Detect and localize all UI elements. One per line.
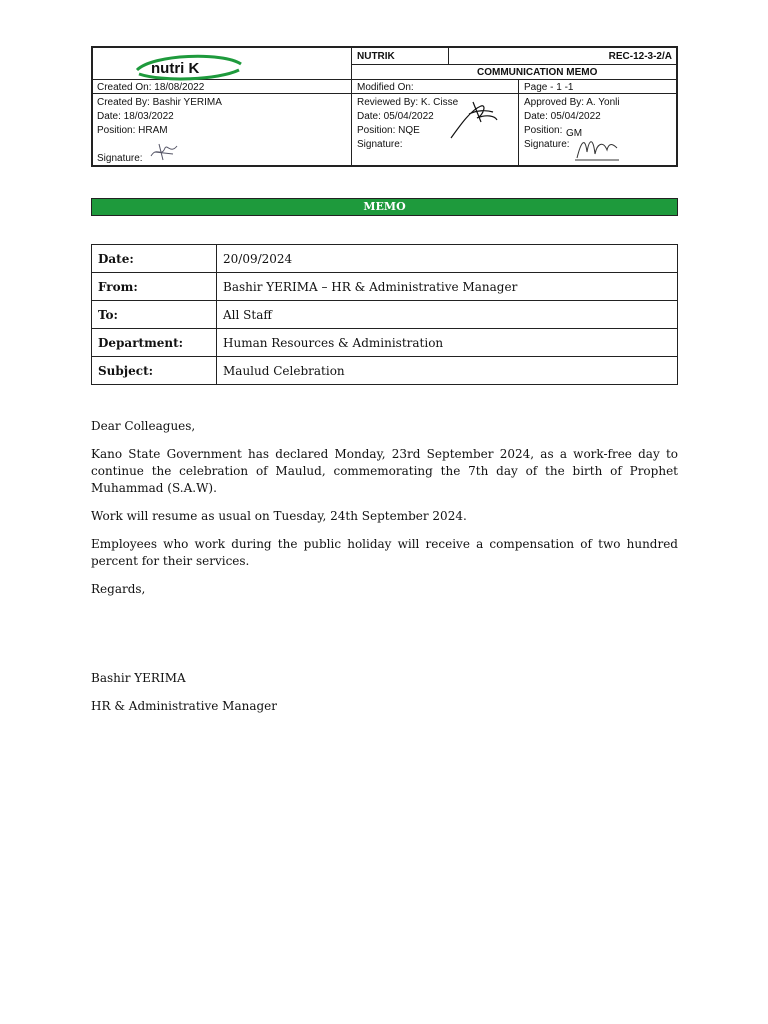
info-label: Department: [92,329,217,357]
info-value: Maulud Celebration [217,357,678,385]
page-number: Page - 1 -1 [524,82,574,93]
reviewed-signature [447,100,499,142]
closing: Regards, [91,582,146,596]
info-label: Subject: [92,357,217,385]
table-row [92,245,678,273]
logo-text: nutri K [151,60,200,77]
sender-title: HR & Administrative Manager [91,699,278,713]
table-row [92,329,678,357]
nutrik-logo [133,52,243,82]
reviewed-date: Date: 05/04/2022 [357,111,434,122]
greeting: Dear Colleagues, [91,419,196,433]
info-value: 20/09/2024 [217,245,678,273]
memo-info-table [91,244,678,385]
reviewed-by: Reviewed By: K. Cisse [357,97,459,108]
body-paragraph: Kano State Government has declared Monday, 23rd September 2024, as a work-free day to continue the celebration of Maulud, commemorating the 7th day of the birth of Prophet Muhammad (S.A.W). [91,447,678,495]
approved-position-value: GM [566,128,583,139]
reviewed-signature-label: Signature: [357,139,403,150]
reviewed-position: Position: NQE [357,125,420,136]
company-name: NUTRIK [357,51,395,62]
created-position: Position: HRAM [97,125,168,136]
info-label: Date: [92,245,217,273]
modified-on: Modified On: [357,82,414,93]
info-label: From: [92,273,217,301]
memo-body [91,418,678,609]
created-signature-label: Signature: [97,153,143,164]
body-paragraph: Work will resume as usual on Tuesday, 24th September 2024. [91,509,467,523]
document-header [91,46,678,167]
body-paragraph: Employees who work during the public holiday will receive a compensation of two hundred percent for their services. [91,537,678,568]
document-code: REC-12-3-2/A [608,51,672,62]
created-on: Created On: 18/08/2022 [97,82,205,93]
table-row [92,273,678,301]
approved-position-label: Position: [524,125,563,136]
table-row [92,301,678,329]
created-date: Date: 18/03/2022 [97,111,174,122]
info-value: Bashir YERIMA – HR & Administrative Manager [217,273,678,301]
approved-signature [573,132,623,162]
approved-by: Approved By: A. Yonli [524,97,620,108]
approved-date: Date: 05/04/2022 [524,111,601,122]
document-type: COMMUNICATION MEMO [477,67,598,78]
info-value: Human Resources & Administration [217,329,678,357]
created-signature [149,140,179,162]
info-label: To: [92,301,217,329]
memo-title-bar: MEMO [91,198,678,216]
table-row [92,357,678,385]
created-by: Created By: Bashir YERIMA [97,97,222,108]
approved-signature-label: Signature: [524,139,570,150]
sender-name: Bashir YERIMA [91,671,186,685]
info-value: All Staff [217,301,678,329]
